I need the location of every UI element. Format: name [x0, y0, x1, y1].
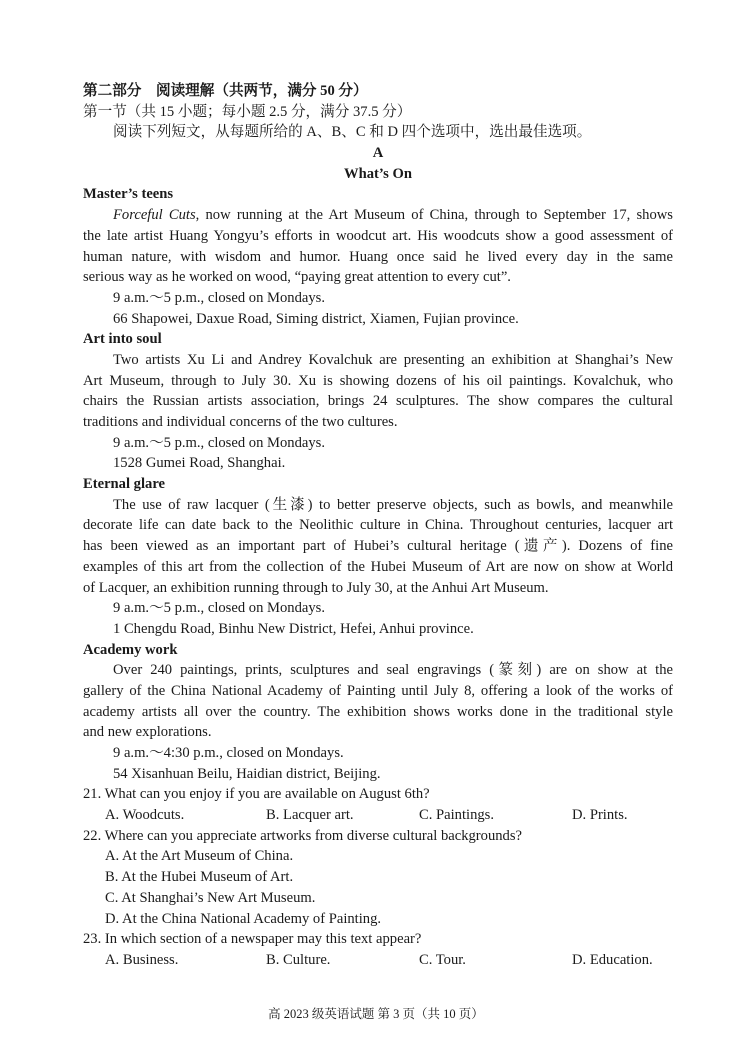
paragraph-line: academy artists all over the country. The exhibition shows works done in the traditional style: [83, 703, 673, 720]
option-c: C. At Shanghai’s New Art Museum.: [105, 889, 316, 906]
part-heading: 第二部分 阅读理解（共两节，满分 50 分）: [83, 83, 368, 99]
option-a: A. Woodcuts.: [105, 807, 185, 824]
page-footer: 高 2023 级英语试题 第 3 页（共 10 页）: [268, 1007, 484, 1021]
option-b: B. At the Hubei Museum of Art.: [105, 869, 294, 886]
exhibition-title: Forceful Cuts: [113, 207, 196, 224]
reading-section: [83, 81, 673, 971]
option-c: C. Tour.: [419, 951, 466, 968]
paragraph-line: and new explorations.: [83, 724, 212, 741]
paragraph-line: decorate life can date back to the Neolithic culture in China. Throughout centuries, lacquer art: [83, 517, 673, 534]
paragraph-line: examples of this art from the collection of the Hubei Museum of Art are now on show at World: [83, 558, 673, 575]
section-heading-masters-teens: Master’s teens: [83, 186, 174, 203]
question-22-stem: 22. Where can you appreciate artworks from diverse cultural backgrounds?: [83, 827, 522, 844]
passage-title: What’s On: [344, 165, 412, 182]
opening-hours: 9 a.m.～5 p.m., closed on Mondays.: [113, 600, 325, 617]
paragraph-line: has been viewed as an important part of Hubei’s cultural heritage (遗产). Dozens of fine: [83, 538, 673, 555]
question-21-options: [83, 805, 673, 826]
question-21-stem: 21. What can you enjoy if you are available on August 6th?: [83, 786, 430, 803]
option-b: B. Lacquer art.: [266, 807, 354, 824]
paragraph-line: human nature, with wisdom and humor. Huang once said he lived every day in the same: [83, 248, 673, 265]
section-heading: 第一节（共 15 小题；每小题 2.5 分，满分 37.5 分）: [83, 103, 412, 120]
paragraph-line: gallery of the China National Academy of Painting until July 8, offering a look of the works of: [83, 682, 673, 699]
paragraph-line: Art Museum, through to July 30. Xu is showing dozens of his oil paintings. Kovalchuk, who: [83, 372, 673, 389]
opening-hours: 9 a.m.～5 p.m., closed on Mondays.: [113, 289, 325, 306]
address: 1 Chengdu Road, Binhu New District, Hefei, Anhui province.: [113, 620, 474, 637]
address: 1528 Gumei Road, Shanghai.: [113, 455, 286, 472]
option-d: D. Education.: [572, 951, 653, 968]
option-a: A. At the Art Museum of China.: [105, 848, 294, 865]
passage-letter: A: [372, 145, 384, 162]
paragraph-line: Two artists Xu Li and Andrey Kovalchuk are presenting an exhibition at Shanghai’s New: [113, 351, 673, 368]
paragraph-line: traditions and individual concerns of the two cultures.: [83, 414, 398, 430]
question-23-stem: 23. In which section of a newspaper may this text appear?: [83, 931, 422, 948]
paragraph-line: The use of raw lacquer (生漆) to better preserve objects, such as bowls, and meanwhile: [113, 496, 673, 513]
paragraph-line: serious way as he worked on wood, “paying great attention to every cut”.: [83, 269, 511, 286]
option-d: D. Prints.: [572, 807, 628, 824]
opening-hours: 9 a.m.～4:30 p.m., closed on Mondays.: [113, 745, 344, 761]
paragraph-line: Over 240 paintings, prints, sculptures and seal engravings (篆刻) are on show at the: [113, 662, 673, 679]
option-d: D. At the China National Academy of Painting.: [105, 910, 382, 927]
address: 66 Shapowei, Daxue Road, Siming district, Xiamen, Fujian province.: [113, 310, 519, 327]
option-a: A. Business.: [105, 951, 179, 968]
option-c: C. Paintings.: [419, 807, 495, 824]
paragraph-line: chairs the Russian artists association, brings 24 sculptures. The show compares the cultural: [83, 393, 673, 410]
paragraph-line: the late artist Huang Yongyu’s efforts in woodcut art. His woodcuts show a good assessment of: [83, 227, 673, 244]
option-b: B. Culture.: [266, 951, 331, 968]
question-23-options: [83, 950, 673, 971]
paragraph-line: [83, 205, 673, 226]
paragraph-text: , now running at the Art Museum of China, through to September 17, shows: [195, 207, 673, 224]
instruction: 阅读下列短文，从每题所给的 A、B、C 和 D 四个选项中，选出最佳选项。: [113, 124, 592, 141]
opening-hours: 9 a.m.～5 p.m., closed on Mondays.: [113, 434, 325, 451]
address: 54 Xisanhuan Beilu, Haidian district, Beijing.: [113, 765, 381, 782]
paragraph-line: of Lacquer, an exhibition running through to July 30, at the Anhui Art Museum.: [83, 579, 549, 596]
section-heading-eternal-glare: Eternal glare: [83, 476, 166, 493]
section-heading-academy-work: Academy work: [83, 641, 178, 658]
section-heading-art-into-soul: Art into soul: [83, 331, 162, 348]
